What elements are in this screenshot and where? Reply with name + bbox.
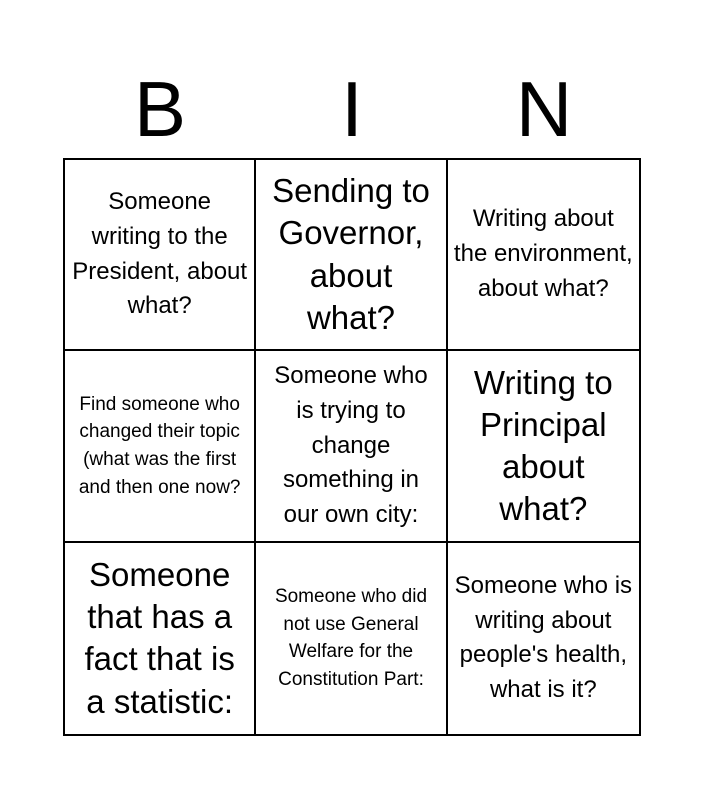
bingo-cell-text: Someone who did not use General Welfare for the Constitution Part:: [274, 586, 428, 690]
header-letter-i: I: [341, 65, 363, 153]
bingo-cell-text: Someone who is writing about people's health, what is it?: [454, 571, 633, 704]
bingo-cell[interactable]: [256, 160, 447, 351]
bingo-cell-text: Find someone who changed their topic (what was the first and then one now?: [78, 393, 241, 498]
bingo-cell[interactable]: [65, 543, 256, 734]
header-letter-b: B: [133, 65, 187, 153]
bingo-cell[interactable]: [256, 351, 447, 542]
bingo-cell[interactable]: [256, 543, 447, 734]
bingo-cell-text: Someone that has a fact that is a statistic:: [84, 555, 235, 720]
bingo-cell[interactable]: [65, 351, 256, 542]
bingo-cell-text: Writing about the environment, about what?: [453, 205, 633, 303]
bingo-cell[interactable]: [448, 160, 639, 351]
bingo-cell[interactable]: [65, 160, 256, 351]
bingo-grid: [63, 158, 641, 736]
bingo-cell-text: Writing to Principal about what?: [473, 363, 613, 528]
header-letter-n: N: [515, 65, 573, 153]
bingo-cell-text: Someone who is trying to change something in our own city:: [274, 362, 428, 529]
bingo-cell-text: Sending to Governor, about what?: [272, 172, 430, 336]
bingo-cell-text: Someone writing to the President, about what?: [72, 188, 248, 320]
bingo-cell[interactable]: [448, 351, 639, 542]
bingo-cell[interactable]: [448, 543, 639, 734]
